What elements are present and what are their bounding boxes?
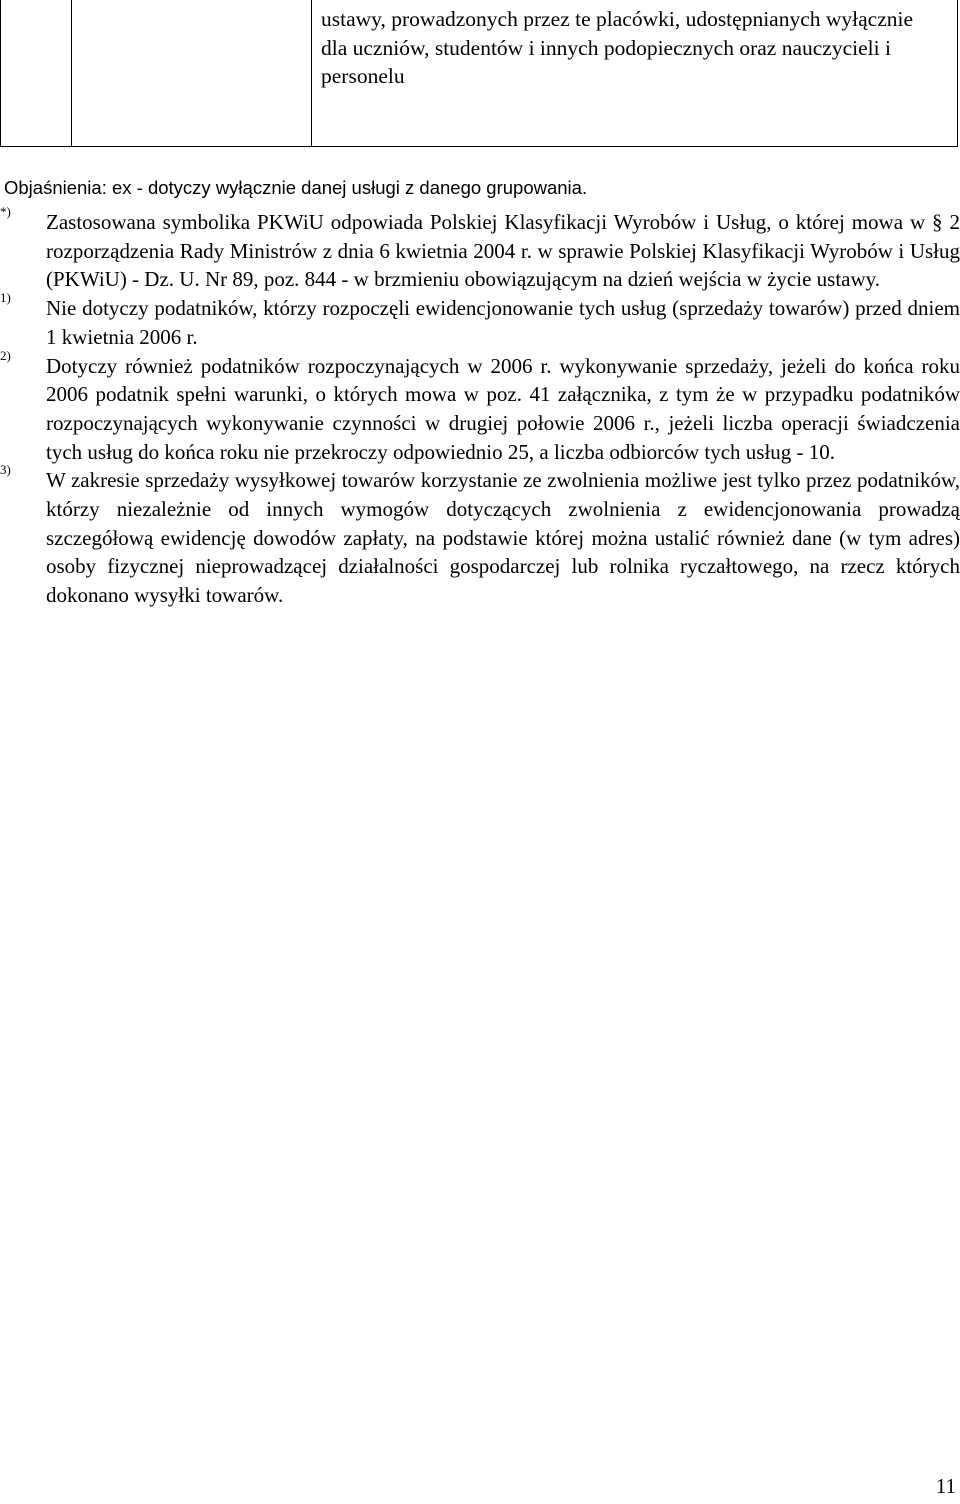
footnote-3 (0, 462, 960, 610)
footnote-asterisk (0, 204, 960, 294)
footnote-text: Nie dotyczy podatników, którzy rozpoczęli ewidencjonowanie tych usług (sprzedaży towarów) przed dniem 1 kwietnia 2006 r. (46, 296, 960, 349)
table-column-1 (1, 0, 72, 146)
page-number: 11 (935, 1474, 956, 1498)
footnote-mark: 2) (0, 347, 11, 363)
footnote-mark: *) (0, 204, 11, 219)
footnotes-list (0, 204, 960, 610)
footnote-text: Dotyczy również podatników rozpoczynających w 2006 r. wykonywanie sprzedaży, jeżeli do końca roku 2006 podatnik spełni warunki, o których mowa w poz. 41 załącznika, z tym że w przypadku podatników rozpoczynających wykonywanie czynności w drugiej połowie 2006 r., jeżeli liczba operacji świadczenia tych usług do końca roku nie przekroczy odpowiednio 25, a liczba odbiorców tych usług - 10. (46, 353, 960, 464)
footnote-text: W zakresie sprzedaży wysyłkowej towarów korzystanie ze zwolnienia możliwe jest tylko przez podatników, którzy niezależnie od innych wymogów dotyczących zwolnienia z ewidencjonowania prowadzą szczegółową ewidencję dowodów zapłaty, na podstawie której można ustalić również dane (w tym adres) osoby fizycznej nieprowadzącej działalności gospodarczej lub rolnika ryczałtowego, na rzecz których dokonano wysyłki towarów. (46, 468, 960, 608)
table-fragment (0, 0, 958, 147)
footnote-mark: 1) (0, 290, 11, 306)
table-column-2 (71, 0, 312, 146)
footnote-1 (0, 290, 960, 351)
table-cell-text: ustawy, prowadzonych przez te placówki, udostępnianych wyłącznie dla uczniów, studentów i innych podopiecznych oraz nauczycieli i personelu (321, 7, 914, 88)
footnote-2 (0, 347, 960, 467)
explanations-heading: Objaśnienia: ex - dotyczy wyłącznie danej usługi z danego grupowania. (4, 177, 588, 198)
footnote-mark: 3) (0, 462, 11, 478)
footnote-text: Zastosowana symbolika PKWiU odpowiada Polskiej Klasyfikacji Wyrobów i Usług, o której mowa w § 2 rozporządzenia Rady Ministrów z dnia 6 kwietnia 2004 r. w sprawie Polskiej Klasyfikacji Wyrobów i Usług (PKWiU) - Dz. U. Nr 89, poz. 844 - w brzmieniu obowiązującym na dzień wejścia w życie ustawy. (46, 210, 960, 292)
